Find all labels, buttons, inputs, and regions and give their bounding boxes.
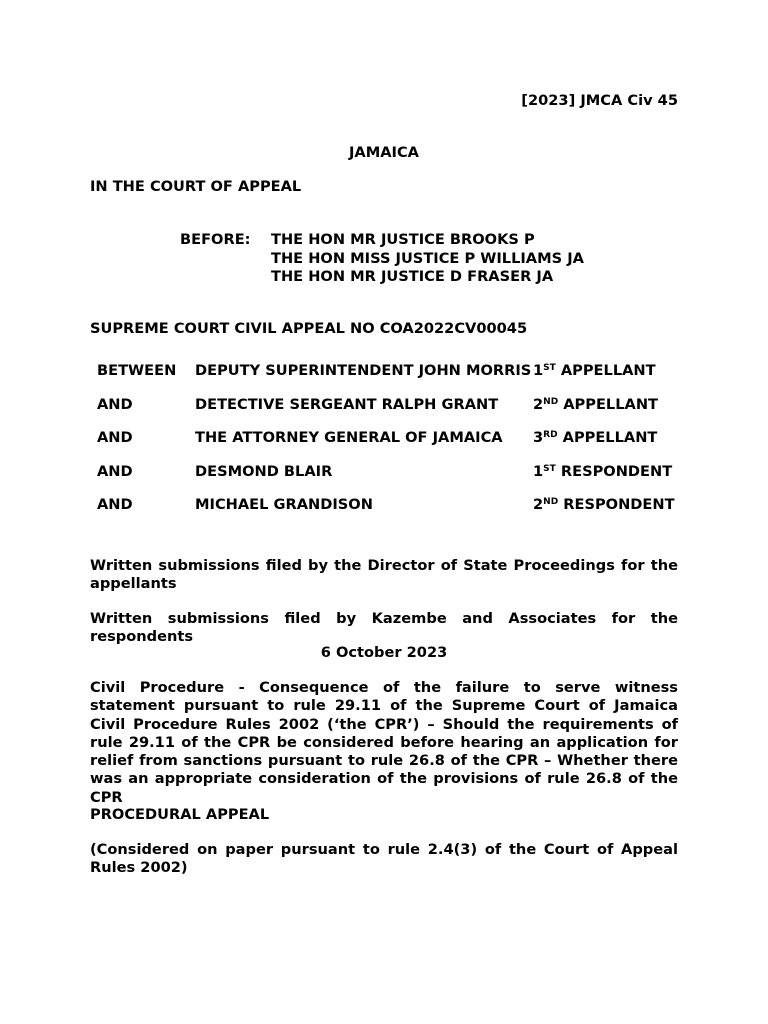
neutral-citation: [2023] JMCA Civ 45 [521, 92, 678, 109]
catchwords-paragraph: Civil Procedure - Consequence of the failure to serve witness statement pursuant to rule 29.11 of the Supreme Court of Jamaica Civil Procedure Rules 2002 (‘the CPR’) – Should the requirements of rule 29.11 of the CPR be considered before hearing an application for relief from sanctions pursuant to rule 26.8 of the CPR – Whether there was an appropriate consideration of the provisions of rule 26.8 of the CPR [90, 679, 678, 806]
case-number: SUPREME COURT CIVIL APPEAL NO COA2022CV00045 [90, 320, 528, 337]
judgment-date: 6 October 2023 [320, 644, 448, 661]
party-role: AND [97, 429, 133, 446]
jurisdiction-heading: JAMAICA [349, 144, 419, 161]
party-designation: 1ST APPELLANT [533, 362, 656, 379]
bench-judges [271, 231, 584, 287]
party-designation: 2ND APPELLANT [533, 396, 658, 413]
judge-name: THE HON MISS JUSTICE P WILLIAMS JA [271, 249, 584, 267]
submissions-respondents: Written submissions filed by Kazembe and Associates for the respondents [90, 610, 678, 646]
submissions-appellants: Written submissions filed by the Director of State Proceedings for the appellants [90, 557, 678, 593]
party-name: DESMOND BLAIR [195, 463, 333, 480]
judge-name: THE HON MR JUSTICE BROOKS P [271, 231, 535, 248]
party-role: AND [97, 496, 133, 513]
party-name: DEPUTY SUPERINTENDENT JOHN MORRIS [195, 362, 532, 379]
party-designation: 1ST RESPONDENT [533, 463, 673, 480]
party-designation: 3RD APPELLANT [533, 429, 658, 446]
judge-name: THE HON MR JUSTICE D FRASER JA [271, 268, 554, 285]
court-heading: IN THE COURT OF APPEAL [90, 178, 302, 195]
party-name: DETECTIVE SERGEANT RALPH GRANT [195, 396, 499, 413]
party-role: AND [97, 463, 133, 480]
bench-label: BEFORE: [180, 231, 251, 248]
appeal-type-heading: PROCEDURAL APPEAL [90, 806, 270, 823]
party-role: AND [97, 396, 133, 413]
party-name: THE ATTORNEY GENERAL OF JAMAICA [195, 429, 503, 446]
party-name: MICHAEL GRANDISON [195, 496, 373, 513]
party-designation: 2ND RESPONDENT [533, 496, 675, 513]
consideration-note: (Considered on paper pursuant to rule 2.4(3) of the Court of Appeal Rules 2002) [90, 841, 678, 877]
party-role: BETWEEN [97, 362, 177, 379]
